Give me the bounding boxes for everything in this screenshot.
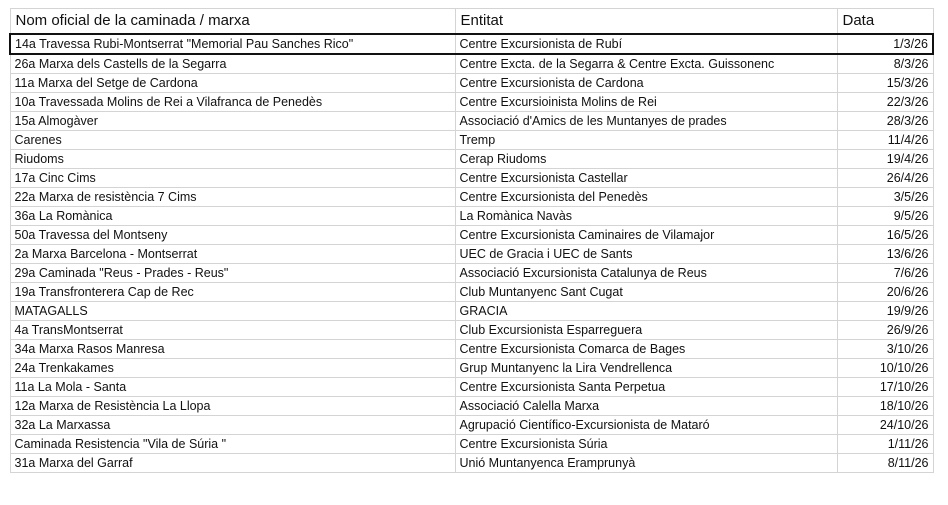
cell-entity[interactable]: Centre Excursioinista Molins de Rei	[455, 93, 837, 112]
column-header-entity[interactable]: Entitat	[455, 9, 837, 35]
table-row[interactable]	[10, 226, 933, 245]
cell-name[interactable]: 32a La Marxassa	[10, 416, 455, 435]
table-row[interactable]	[10, 321, 933, 340]
table-row[interactable]	[10, 150, 933, 169]
cell-entity[interactable]: Club Muntanyenc Sant Cugat	[455, 283, 837, 302]
cell-date[interactable]: 19/9/26	[837, 302, 933, 321]
table-row[interactable]	[10, 169, 933, 188]
cell-entity[interactable]: Centre Excursionista del Penedès	[455, 188, 837, 207]
cell-entity[interactable]: Grup Muntanyenc la Lira Vendrellenca	[455, 359, 837, 378]
cell-date[interactable]: 28/3/26	[837, 112, 933, 131]
cell-date[interactable]: 26/4/26	[837, 169, 933, 188]
cell-name[interactable]: 22a Marxa de resistència 7 Cims	[10, 188, 455, 207]
cell-date[interactable]: 11/4/26	[837, 131, 933, 150]
cell-entity[interactable]: Associació d'Amics de les Muntanyes de prades	[455, 112, 837, 131]
cell-date[interactable]: 17/10/26	[837, 378, 933, 397]
cell-entity[interactable]: Centre Excursionista de Cardona	[455, 74, 837, 93]
cell-date[interactable]: 1/3/26	[837, 34, 933, 54]
cell-entity[interactable]: Associació Excursionista Catalunya de Reus	[455, 264, 837, 283]
cell-date[interactable]: 26/9/26	[837, 321, 933, 340]
cell-entity[interactable]: Agrupació Científico-Excursionista de Mataró	[455, 416, 837, 435]
cell-name[interactable]: 26a Marxa dels Castells de la Segarra	[10, 54, 455, 74]
cell-entity[interactable]: Centre Excursionista Súria	[455, 435, 837, 454]
cell-name[interactable]: 12a Marxa de Resistència La Llopa	[10, 397, 455, 416]
table-row[interactable]	[10, 264, 933, 283]
cell-name[interactable]: Caminada Resistencia "Vila de Súria "	[10, 435, 455, 454]
table-row[interactable]	[10, 93, 933, 112]
table-row[interactable]	[10, 54, 933, 74]
cell-date[interactable]: 8/3/26	[837, 54, 933, 74]
cell-entity[interactable]: UEC de Gracia i UEC de Sants	[455, 245, 837, 264]
cell-date[interactable]: 15/3/26	[837, 74, 933, 93]
cell-entity[interactable]: Centre Excursionista de Rubí	[455, 34, 837, 54]
cell-name[interactable]: Carenes	[10, 131, 455, 150]
cell-entity[interactable]: Cerap Riudoms	[455, 150, 837, 169]
cell-name[interactable]: 10a Travessada Molins de Rei a Vilafranca de Penedès	[10, 93, 455, 112]
cell-entity[interactable]: Unió Muntanyenca Eramprunyà	[455, 454, 837, 473]
table-row[interactable]	[10, 207, 933, 226]
cell-entity[interactable]: Tremp	[455, 131, 837, 150]
cell-date[interactable]: 19/4/26	[837, 150, 933, 169]
table-row[interactable]	[10, 112, 933, 131]
table-row[interactable]	[10, 340, 933, 359]
cell-date[interactable]: 8/11/26	[837, 454, 933, 473]
cell-date[interactable]: 20/6/26	[837, 283, 933, 302]
cell-date[interactable]: 13/6/26	[837, 245, 933, 264]
cell-entity[interactable]: Centre Excursionista Castellar	[455, 169, 837, 188]
cell-date[interactable]: 22/3/26	[837, 93, 933, 112]
cell-name[interactable]: Riudoms	[10, 150, 455, 169]
cell-date[interactable]: 1/11/26	[837, 435, 933, 454]
cell-name[interactable]: 11a La Mola - Santa	[10, 378, 455, 397]
column-header-date[interactable]: Data	[837, 9, 933, 35]
cell-date[interactable]: 3/10/26	[837, 340, 933, 359]
cell-name[interactable]: MATAGALLS	[10, 302, 455, 321]
cell-entity[interactable]: Centre Excta. de la Segarra & Centre Excta. Guissonenc	[455, 54, 837, 74]
cell-name[interactable]: 14a Travessa Rubi-Montserrat "Memorial Pau Sanches Rico"	[10, 34, 455, 54]
table-row[interactable]	[10, 359, 933, 378]
table-row[interactable]	[10, 454, 933, 473]
table-row[interactable]	[10, 245, 933, 264]
cell-date[interactable]: 18/10/26	[837, 397, 933, 416]
cell-name[interactable]: 31a Marxa del Garraf	[10, 454, 455, 473]
cell-date[interactable]: 24/10/26	[837, 416, 933, 435]
cell-date[interactable]: 9/5/26	[837, 207, 933, 226]
cell-name[interactable]: 15a Almogàver	[10, 112, 455, 131]
table-row[interactable]	[10, 416, 933, 435]
cell-entity[interactable]: La Romànica Navàs	[455, 207, 837, 226]
cell-entity[interactable]: Centre Excursionista Comarca de Bages	[455, 340, 837, 359]
cell-entity[interactable]: Centre Excursionista Santa Perpetua	[455, 378, 837, 397]
cell-entity[interactable]: GRACIA	[455, 302, 837, 321]
spreadsheet-table	[9, 8, 934, 473]
cell-date[interactable]: 7/6/26	[837, 264, 933, 283]
table-row[interactable]	[10, 34, 933, 54]
table-row[interactable]	[10, 188, 933, 207]
cell-name[interactable]: 19a Transfronterera Cap de Rec	[10, 283, 455, 302]
cell-entity[interactable]: Centre Excursionista Caminaires de Vilamajor	[455, 226, 837, 245]
cell-entity[interactable]: Associació Calella Marxa	[455, 397, 837, 416]
cell-name[interactable]: 24a Trenkakames	[10, 359, 455, 378]
table-row[interactable]	[10, 302, 933, 321]
cell-name[interactable]: 34a Marxa Rasos Manresa	[10, 340, 455, 359]
table-row[interactable]	[10, 283, 933, 302]
cell-name[interactable]: 4a TransMontserrat	[10, 321, 455, 340]
table-row[interactable]	[10, 397, 933, 416]
cell-name[interactable]: 36a La Romànica	[10, 207, 455, 226]
cell-name[interactable]: 50a Travessa del Montseny	[10, 226, 455, 245]
table-row[interactable]	[10, 74, 933, 93]
table-row[interactable]	[10, 435, 933, 454]
table-row[interactable]	[10, 131, 933, 150]
column-header-name[interactable]: Nom oficial de la caminada / marxa	[10, 9, 455, 35]
cell-name[interactable]: 29a Caminada "Reus - Prades - Reus"	[10, 264, 455, 283]
cell-name[interactable]: 2a Marxa Barcelona - Montserrat	[10, 245, 455, 264]
header-row	[10, 9, 933, 35]
cell-name[interactable]: 17a Cinc Cims	[10, 169, 455, 188]
cell-name[interactable]: 11a Marxa del Setge de Cardona	[10, 74, 455, 93]
cell-date[interactable]: 10/10/26	[837, 359, 933, 378]
table-row[interactable]	[10, 378, 933, 397]
cell-entity[interactable]: Club Excursionista Esparreguera	[455, 321, 837, 340]
cell-date[interactable]: 16/5/26	[837, 226, 933, 245]
cell-date[interactable]: 3/5/26	[837, 188, 933, 207]
